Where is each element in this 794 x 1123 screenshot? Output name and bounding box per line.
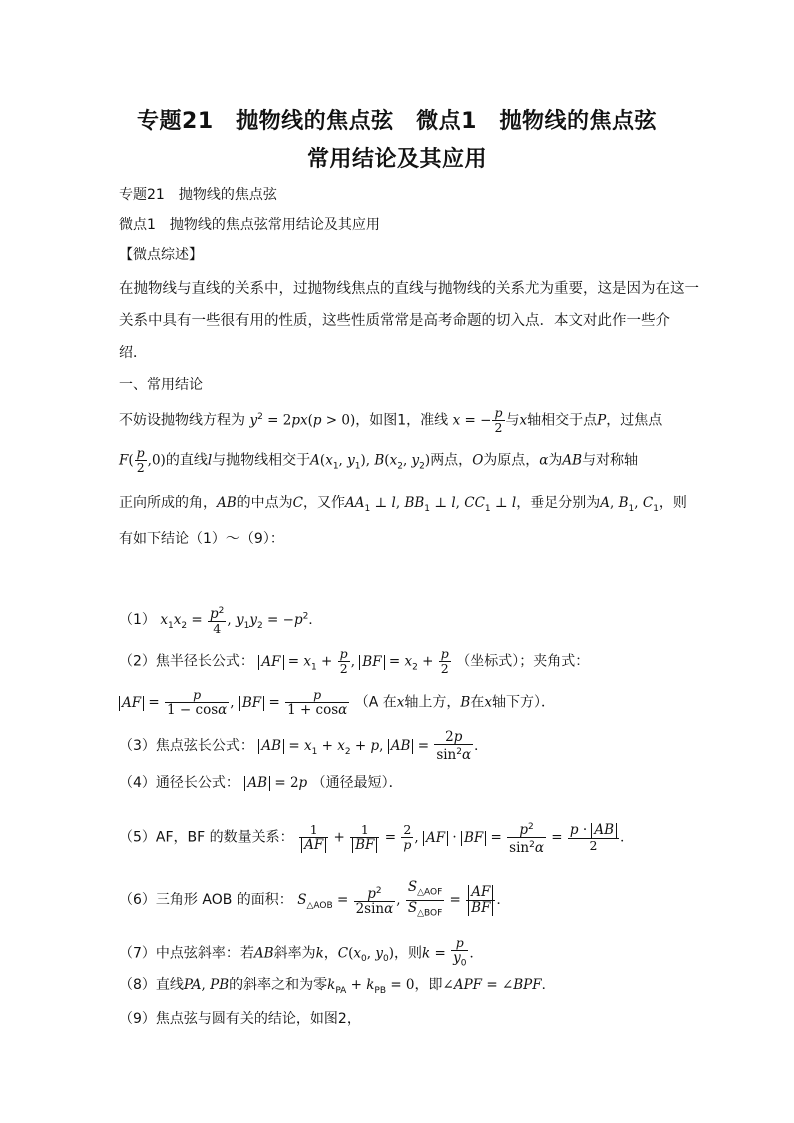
conclusion-9: （9）焦点弦与圆有关的结论，如图2， (119, 1011, 361, 1027)
conclusion-8: （8）直线PA, PB的斜率之和为零$k_{PA} + k_{PB} = 0$，即∠APF = ∠BPF． (119, 977, 556, 996)
sub-point: 微点1 抛物线的焦点弦常用结论及其应用 (119, 217, 380, 233)
intro-line-2: 关系中具有一些很有用的性质，这些性质常常是高考命题的切入点．本文对此作一些介 (119, 313, 670, 329)
conclusion-6: （6）三角形 AOB 的面积： $S_{\triangle AOB}$ = $\frac{p^2}{2\sin\alpha}$ , $\frac{S_{\triangle AOF}}{S_{\triangle BOF}}$ = $\frac{AF}{BF}$ ． (119, 879, 510, 918)
setup-line-4: 有如下结论（1）～（9）： (119, 531, 284, 547)
conclusion-2: （2）焦半径长公式： AF = $x_1$ + $\frac{p}{2}$ , BF = $x_2$ + $\frac{p}{2}$ （坐标式）；夹角式： (119, 646, 590, 676)
page-title-line2: 常用结论及其应用 (306, 147, 487, 172)
setup-line-1: 不妨设抛物线方程为 $y^2 = 2px(p > 0)$，如图1，准线 x = − $\frac{p}{2}$ 与x轴相交于点P，过焦点 (119, 405, 663, 436)
intro-line-1: 在抛物线与直线的关系中，过抛物线焦点的直线与抛物线的关系尤为重要，这是因为在这一 (119, 281, 699, 297)
conclusion-4: （4）通径长公式： AB = 2p （通径最短）． (119, 775, 403, 791)
section-conclusions-heading: 一、常用结论 (119, 377, 203, 393)
intro-line-3: 绍． (119, 345, 147, 361)
conclusion-3: （3）焦点弦长公式： AB = $x_1 + x_2 + p$, AB = $\frac{2p}{\sin^2\alpha}$ ． (119, 729, 488, 764)
sub-topic: 专题21 抛物线的焦点弦 (119, 187, 277, 203)
conclusion-5: （5）AF，BF 的数量关系： $\frac{1}{AF}$ + $\frac{1}{BF}$ = $\frac{2}{p}$ , AF · BF = $\frac{p^2}{\sin^2\alpha}$ = $\frac{p \cdot AB}{2}$ ． (119, 821, 634, 857)
conclusion-7: （7）中点弦斜率：若AB斜率为k，$C(x_0$, $y_0$)，则k = $\frac{p}{y_0}$ ． (119, 935, 483, 969)
setup-line-2: F( $\frac{p}{2}$ ,0)的直线l与抛物线相交于$A(x_1$, $y_1$), $B(x_2$, $y_2$)两点，O为原点，α为AB与对称轴 (119, 445, 639, 475)
conclusion-1: （1） $x_1x_2$ = $\frac{p^2}{4}$ , $y_1y_2 = -p^2$． (119, 606, 322, 637)
page-title-line1: 专题21 抛物线的焦点弦 微点1 抛物线的焦点弦 (137, 109, 657, 134)
setup-line-3: 正向所成的角，AB的中点为C，又作$AA_1$ ⊥ l, $BB_1$ ⊥ l, $CC_1$ ⊥ l，垂足分别为A, $B_1$, $C_1$，则 (119, 495, 687, 514)
section-summary-heading: 【微点综述】 (119, 247, 203, 263)
conclusion-2-angle-form: AF = $\frac{p}{1 - \cos\alpha}$ , BF = $\frac{p}{1 + \cos\alpha}$ （A 在x轴上方，B在x轴下方）． (119, 688, 555, 717)
